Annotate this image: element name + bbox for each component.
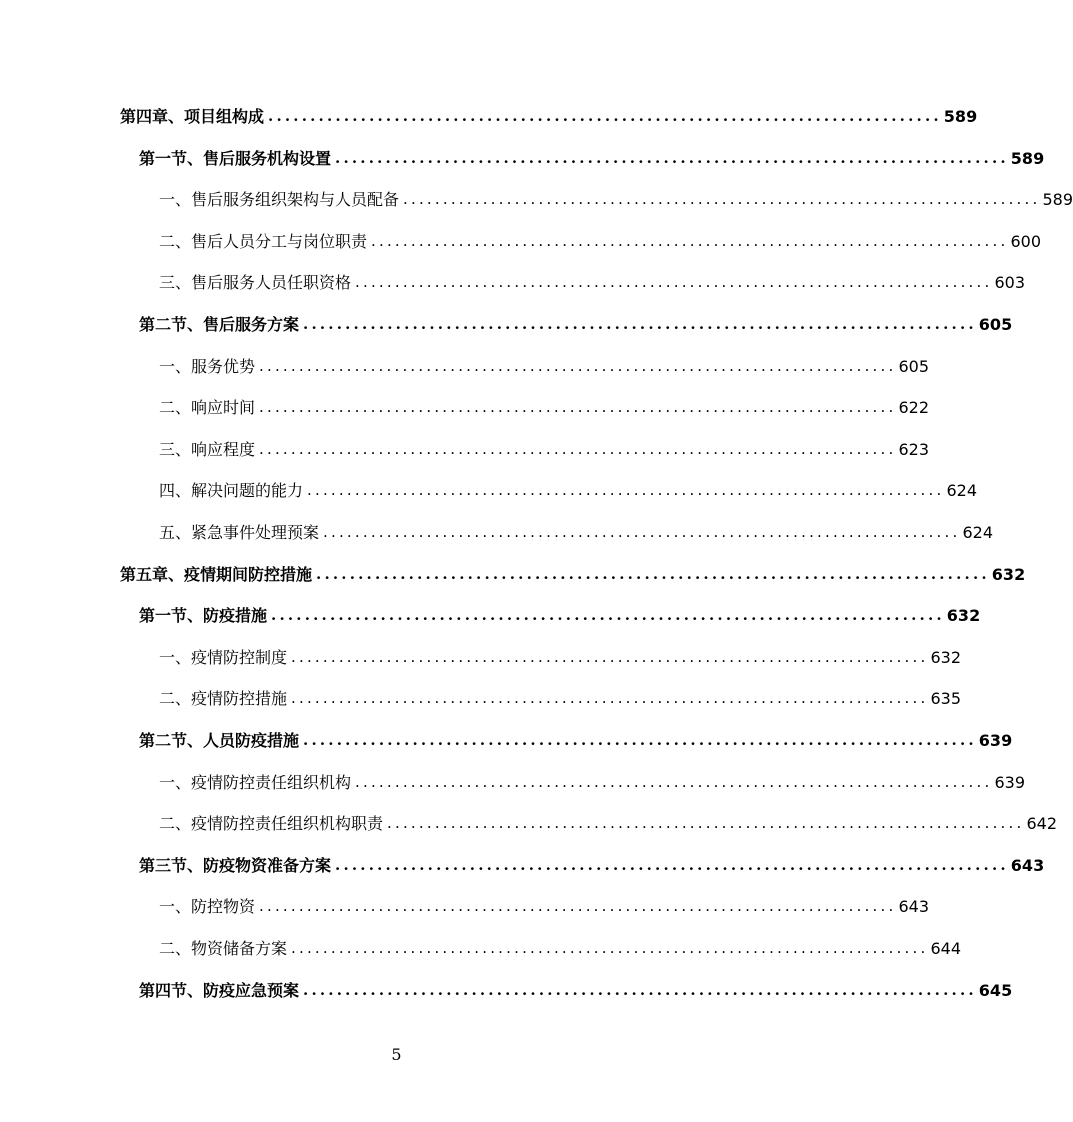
toc-entry-label: 第四章、项目组构成 bbox=[120, 107, 265, 126]
toc-entry-item[interactable] bbox=[159, 229, 1042, 253]
toc-entry-page: 589 bbox=[1010, 149, 1045, 168]
toc-entry-page: 603 bbox=[994, 273, 1026, 292]
toc-entry-label: 一、疫情防控制度 bbox=[159, 648, 288, 667]
toc-entry-label: 二、疫情防控措施 bbox=[159, 689, 288, 708]
toc-entry-page: 600 bbox=[1010, 232, 1042, 251]
toc-leader-dots: ................................................................................ bbox=[371, 232, 1009, 250]
toc-entry-page: 624 bbox=[946, 481, 978, 500]
toc-entry-label: 一、防控物资 bbox=[159, 897, 256, 916]
toc-entry-label: 第一节、售后服务机构设置 bbox=[139, 149, 332, 168]
toc-entry-page: 644 bbox=[930, 939, 962, 958]
toc-leader-dots: ................................................................................ bbox=[355, 273, 993, 291]
toc-entry-label: 第五章、疫情期间防控措施 bbox=[120, 565, 313, 584]
toc-entry-item[interactable] bbox=[159, 811, 1058, 835]
toc-entry-label: 第二节、人员防疫措施 bbox=[139, 731, 300, 750]
toc-entry-label: 三、响应程度 bbox=[159, 440, 256, 459]
toc-leader-dots: ................................................................................ bbox=[403, 190, 1041, 208]
toc-entry-label: 一、疫情防控责任组织机构 bbox=[159, 773, 352, 792]
toc-entry-label: 第二节、售后服务方案 bbox=[139, 315, 300, 334]
toc-entry-section[interactable] bbox=[139, 978, 1013, 1002]
toc-entry-item[interactable] bbox=[159, 437, 930, 461]
toc-entry-page: 643 bbox=[1010, 856, 1045, 875]
toc-entry-item[interactable] bbox=[159, 520, 994, 544]
toc-leader-dots: ................................................................................ bbox=[268, 107, 942, 125]
toc-entry-item[interactable] bbox=[159, 645, 962, 669]
toc-leader-dots: ................................................................................ bbox=[316, 565, 990, 583]
toc-entry-label: 第三节、防疫物资准备方案 bbox=[139, 856, 332, 875]
toc-entry-label: 四、解决问题的能力 bbox=[159, 481, 304, 500]
toc-entry-page: 623 bbox=[898, 440, 930, 459]
toc-entry-label: 三、售后服务人员任职资格 bbox=[159, 273, 352, 292]
toc-entry-page: 605 bbox=[898, 357, 930, 376]
toc-entry-label: 一、服务优势 bbox=[159, 357, 256, 376]
toc-entry-page: 589 bbox=[1042, 190, 1073, 209]
toc-leader-dots: ................................................................................ bbox=[291, 939, 929, 957]
toc-entry-section[interactable] bbox=[139, 146, 1045, 170]
toc-entry-page: 632 bbox=[930, 648, 962, 667]
toc-leader-dots: ................................................................................ bbox=[259, 897, 897, 915]
toc-entry-label: 一、售后服务组织架构与人员配备 bbox=[159, 190, 400, 209]
toc-entry-section[interactable] bbox=[139, 728, 1013, 752]
toc-entry-page: 605 bbox=[978, 315, 1013, 334]
toc-entry-label: 第四节、防疫应急预案 bbox=[139, 981, 300, 1000]
toc-entry-page: 639 bbox=[978, 731, 1013, 750]
toc-entry-page: 639 bbox=[994, 773, 1026, 792]
toc-entry-item[interactable] bbox=[159, 187, 1073, 211]
toc-leader-dots: ................................................................................ bbox=[323, 523, 961, 541]
toc-entry-label: 第一节、防疫措施 bbox=[139, 606, 268, 625]
toc-entry-item[interactable] bbox=[159, 395, 930, 419]
toc-entry-page: 642 bbox=[1026, 814, 1058, 833]
toc-leader-dots: ................................................................................ bbox=[259, 357, 897, 375]
toc-entry-label: 二、响应时间 bbox=[159, 398, 256, 417]
toc-entry-item[interactable] bbox=[159, 270, 1026, 294]
toc-leader-dots: ................................................................................ bbox=[271, 606, 945, 624]
toc-entry-page: 622 bbox=[898, 398, 930, 417]
toc-leader-dots: ................................................................................ bbox=[307, 481, 945, 499]
toc-leader-dots: ................................................................................ bbox=[355, 773, 993, 791]
toc-entry-page: 624 bbox=[962, 523, 994, 542]
toc-leader-dots: ................................................................................ bbox=[387, 814, 1025, 832]
toc-entry-label: 二、疫情防控责任组织机构职责 bbox=[159, 814, 384, 833]
toc-entry-page: 645 bbox=[978, 981, 1013, 1000]
toc-entry-item[interactable] bbox=[159, 686, 962, 710]
toc-entry-label: 五、紧急事件处理预案 bbox=[159, 523, 320, 542]
toc-leader-dots: ................................................................................ bbox=[303, 315, 977, 333]
toc-leader-dots: ................................................................................ bbox=[303, 981, 977, 999]
toc-leader-dots: ................................................................................ bbox=[335, 149, 1009, 167]
toc-leader-dots: ................................................................................ bbox=[303, 731, 977, 749]
toc-leader-dots: ................................................................................ bbox=[259, 398, 897, 416]
toc-entry-label: 二、物资储备方案 bbox=[159, 939, 288, 958]
toc-entry-label: 二、售后人员分工与岗位职责 bbox=[159, 232, 368, 251]
toc-entry-item[interactable] bbox=[159, 478, 978, 502]
toc-entry-section[interactable] bbox=[139, 603, 981, 627]
toc-entry-chapter[interactable] bbox=[120, 104, 978, 128]
toc-entry-item[interactable] bbox=[159, 354, 930, 378]
toc-entry-item[interactable] bbox=[159, 770, 1026, 794]
toc-leader-dots: ................................................................................ bbox=[259, 440, 897, 458]
toc-entry-item[interactable] bbox=[159, 894, 930, 918]
toc-leader-dots: ................................................................................ bbox=[291, 648, 929, 666]
toc-entry-chapter[interactable] bbox=[120, 562, 1026, 586]
toc-entry-page: 632 bbox=[991, 565, 1026, 584]
toc-leader-dots: ................................................................................ bbox=[291, 689, 929, 707]
toc-entry-page: 589 bbox=[943, 107, 978, 126]
toc-entry-page: 635 bbox=[930, 689, 962, 708]
toc-leader-dots: ................................................................................ bbox=[335, 856, 1009, 874]
toc-entry-section[interactable] bbox=[139, 312, 1013, 336]
toc-entry-page: 632 bbox=[946, 606, 981, 625]
toc-entry-item[interactable] bbox=[159, 936, 962, 960]
toc-entry-section[interactable] bbox=[139, 853, 1045, 877]
toc-entry-page: 643 bbox=[898, 897, 930, 916]
page-number: 5 bbox=[391, 1045, 402, 1064]
